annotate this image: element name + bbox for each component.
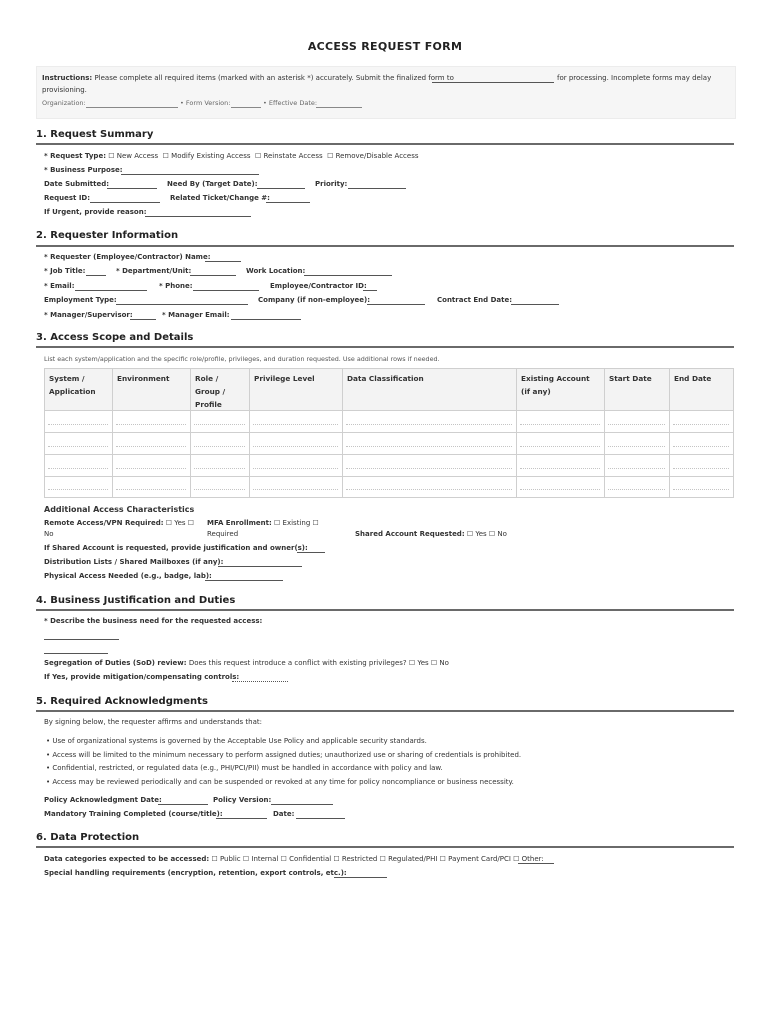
option-reinstate-access[interactable]: ☐ Reinstate Access <box>254 152 323 160</box>
effective-date-label: • Effective Date: <box>263 99 318 107</box>
other-category-field[interactable] <box>518 856 554 864</box>
col-system: System / Application <box>49 374 96 396</box>
section-1-rule <box>36 143 734 146</box>
ack-bullet-4: • Access may be reviewed periodically and can be suspended or revoked at any time for policy noncompliance or business necessity. <box>46 778 514 786</box>
section-2-rule <box>36 245 734 248</box>
special-handling-field[interactable] <box>334 870 387 878</box>
if-urgent-label: If Urgent, provide reason: <box>44 208 147 216</box>
phone-label: * Phone: <box>159 282 193 290</box>
col-environment: Environment <box>117 374 170 383</box>
organization-field[interactable] <box>86 100 178 108</box>
data-category-options[interactable]: ☐ Public ☐ Internal ☐ Confidential ☐ Restricted ☐ Regulated/PHI ☐ Payment Card/PCI ☐ Other: <box>211 855 544 863</box>
work-location-field[interactable] <box>304 268 392 276</box>
form-version-label: • Form Version: <box>180 99 231 107</box>
policy-ack-date-field[interactable] <box>158 797 208 805</box>
form-version-field[interactable] <box>231 100 261 108</box>
col-privilege: Privilege Level <box>254 374 315 383</box>
employee-id-field[interactable] <box>363 283 377 291</box>
contract-end-label: Contract End Date: <box>437 296 513 304</box>
ack-bullet-3: • Confidential, restricted, or regulated data (e.g., PHI/PCI/PII) must be handled in accordance with policy and law. <box>46 764 443 772</box>
ack-intro: By signing below, the requester affirms and understands that: <box>44 718 262 726</box>
remote-access-no[interactable]: No <box>44 530 54 538</box>
section-2-heading: 2. Requester Information <box>36 230 179 241</box>
employment-type-label: Employment Type: <box>44 296 117 304</box>
submit-to-field[interactable] <box>432 75 554 83</box>
col-classification: Data Classification <box>347 374 424 383</box>
data-categories-row: Data categories expected to be accessed: ☐ Public ☐ Internal ☐ Confidential ☐ Restricted ☐ Regulated/PHI ☐ Payment Card/PCI ☐ Other: <box>44 855 544 863</box>
policy-ack-date-label: Policy Acknowledgment Date: <box>44 796 162 804</box>
distribution-lists-field[interactable] <box>218 559 302 567</box>
mfa-options[interactable]: ☐ Existing ☐ <box>274 519 319 527</box>
employee-id-label: Employee/Contractor ID: <box>270 282 367 290</box>
priority-field[interactable] <box>348 181 406 189</box>
manager-email-field[interactable] <box>231 312 301 320</box>
business-purpose-label: * Business Purpose: <box>44 166 123 174</box>
additional-characteristics-heading: Additional Access Characteristics <box>44 505 195 514</box>
company-field[interactable] <box>367 297 425 305</box>
describe-need-field-1[interactable] <box>44 632 119 640</box>
special-handling-label: Special handling requirements (encryption, retention, export controls, etc.): <box>44 869 347 877</box>
need-by-field[interactable] <box>257 181 305 189</box>
effective-date-field[interactable] <box>316 100 362 108</box>
col-start-date: Start Date <box>609 374 652 383</box>
need-by-label: Need By (Target Date): <box>167 180 258 188</box>
ack-bullet-1: • Use of organizational systems is governed by the Acceptable Use Policy and applicable security standards. <box>46 737 427 745</box>
option-remove-access[interactable]: ☐ Remove/Disable Access <box>327 152 419 160</box>
shared-justification-field[interactable] <box>297 545 325 553</box>
phone-field[interactable] <box>193 283 259 291</box>
shared-account-options[interactable]: ☐ Yes ☐ No <box>466 530 507 538</box>
physical-access-field[interactable] <box>205 573 283 581</box>
shared-justification-label: If Shared Account is requested, provide justification and owner(s): <box>44 544 308 552</box>
shared-account-row: Shared Account Requested: ☐ Yes ☐ No <box>355 530 507 538</box>
employment-type-field[interactable] <box>116 297 248 305</box>
mandatory-training-field[interactable] <box>216 811 267 819</box>
email-field[interactable] <box>75 283 147 291</box>
request-id-label: Request ID: <box>44 194 91 202</box>
request-id-field[interactable] <box>90 195 160 203</box>
manager-field[interactable] <box>130 312 156 320</box>
distribution-lists-label: Distribution Lists / Shared Mailboxes (if any): <box>44 558 224 566</box>
manager-label: * Manager/Supervisor: <box>44 311 133 319</box>
related-ticket-label: Related Ticket/Change #: <box>170 194 270 202</box>
job-title-field[interactable] <box>86 268 106 276</box>
section-5-rule <box>36 710 734 713</box>
section-6-heading: 6. Data Protection <box>36 832 140 843</box>
department-label: * Department/Unit: <box>116 267 192 275</box>
training-date-label: Date: <box>273 810 295 818</box>
option-new-access[interactable]: ☐ New Access <box>108 152 159 160</box>
policy-version-label: Policy Version: <box>213 796 272 804</box>
job-title-label: * Job Title: <box>44 267 86 275</box>
instructions-line2: provisioning. <box>42 86 87 94</box>
section-4-heading: 4. Business Justification and Duties <box>36 595 236 606</box>
date-submitted-field[interactable] <box>107 181 157 189</box>
section-1-heading: 1. Request Summary <box>36 129 154 140</box>
mfa-row: MFA Enrollment: ☐ Existing ☐ <box>207 519 319 527</box>
remote-access-row: Remote Access/VPN Required: ☐ Yes ☐ <box>44 519 195 527</box>
section-4-rule <box>36 609 734 612</box>
instructions-text: Instructions: Please complete all required items (marked with an asterisk *) accurately. Submit the finalized form to <box>42 74 454 82</box>
related-ticket-field[interactable] <box>266 195 310 203</box>
section-3-note: List each system/application and the specific role/profile, privileges, and duration requested. Use additional rows if needed. <box>44 355 440 363</box>
mitigation-label: If Yes, provide mitigation/compensating controls: <box>44 673 240 681</box>
organization-label: Organization: <box>42 99 86 107</box>
option-modify-access[interactable]: ☐ Modify Existing Access <box>162 152 251 160</box>
mfa-required[interactable]: Required <box>207 530 239 538</box>
sod-row: Segregation of Duties (SoD) review: Does this request introduce a conflict with existing privileges? ☐ Yes ☐ No <box>44 659 449 667</box>
priority-label: Priority: <box>315 180 348 188</box>
section-3-rule <box>36 346 734 349</box>
work-location-label: Work Location: <box>246 267 306 275</box>
physical-access-label: Physical Access Needed (e.g., badge, lab): <box>44 572 212 580</box>
describe-need-field-2[interactable] <box>44 646 108 654</box>
manager-email-label: * Manager Email: <box>162 311 230 319</box>
sod-options[interactable]: ☐ Yes ☐ No <box>408 659 449 667</box>
requester-name-label: * Requester (Employee/Contractor) Name: <box>44 253 211 261</box>
contract-end-field[interactable] <box>511 297 559 305</box>
department-field[interactable] <box>190 268 236 276</box>
remote-access-options[interactable]: ☐ Yes ☐ <box>165 519 195 527</box>
col-end-date: End Date <box>674 374 712 383</box>
business-purpose-field[interactable] <box>121 167 259 175</box>
if-urgent-field[interactable] <box>145 209 251 217</box>
instructions-tail: for processing. Incomplete forms may delay <box>557 74 712 82</box>
section-6-rule <box>36 846 734 849</box>
requester-name-field[interactable] <box>205 254 241 262</box>
section-5-heading: 5. Required Acknowledgments <box>36 696 208 707</box>
mandatory-training-label: Mandatory Training Completed (course/title): <box>44 810 223 818</box>
date-submitted-label: Date Submitted: <box>44 180 110 188</box>
policy-version-field[interactable] <box>271 797 333 805</box>
mitigation-field[interactable] <box>232 674 288 682</box>
page-title: ACCESS REQUEST FORM <box>307 40 463 53</box>
col-existing-account: Existing Account (if any) <box>521 374 590 396</box>
request-type-row: * Request Type: ☐ New Access ☐ Modify Existing Access ☐ Reinstate Access ☐ Remove/Disable Access <box>44 152 419 160</box>
training-date-field[interactable] <box>296 811 345 819</box>
col-role: Role / Group / Profile <box>195 374 226 409</box>
email-label: * Email: <box>44 282 75 290</box>
ack-bullet-2: • Access will be limited to the minimum necessary to perform assigned duties; unauthorized use or sharing of credentials is prohibited. <box>46 751 522 759</box>
section-3-heading: 3. Access Scope and Details <box>36 332 194 343</box>
company-label: Company (if non-employee): <box>258 296 371 304</box>
describe-need-label: * Describe the business need for the requested access: <box>44 617 263 625</box>
